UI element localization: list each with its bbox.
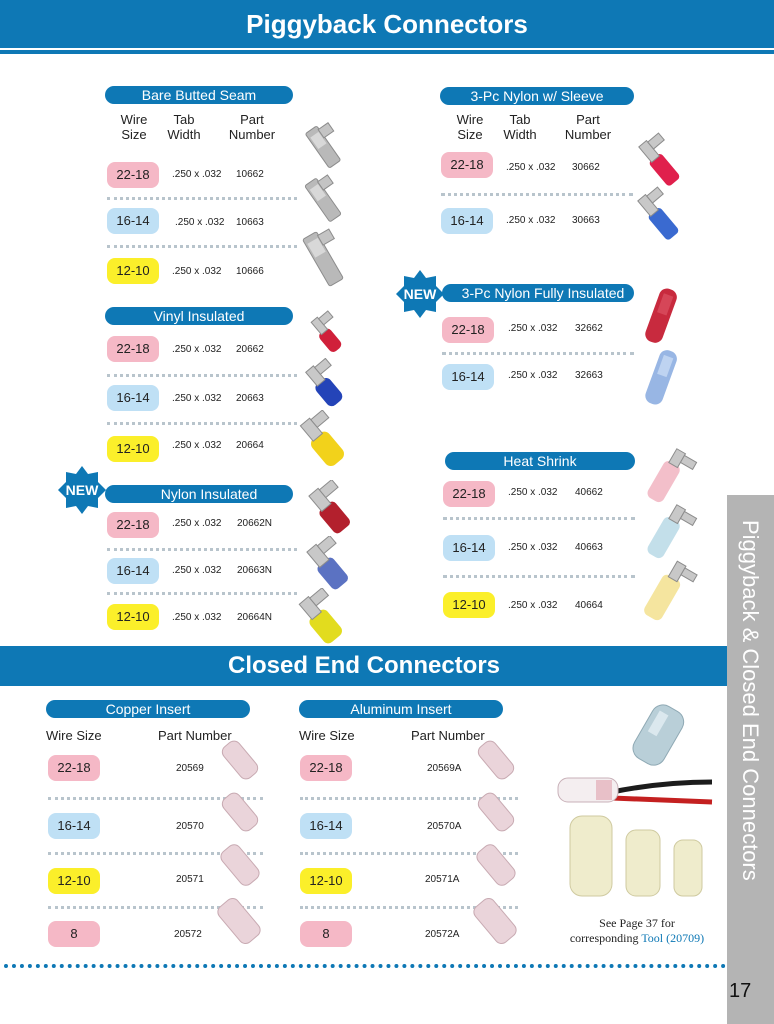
sleeve-row-2-tab: .250 x .032	[506, 215, 556, 226]
copper-row-3-size: 12-10	[48, 868, 100, 894]
fully-row-1-tab: .250 x .032	[508, 323, 558, 334]
divider	[443, 575, 635, 578]
aluminum-row-2-size: 16-14	[300, 813, 352, 839]
wire-size-header: Wire Size	[299, 728, 355, 743]
vinyl-insulated-header: Vinyl Insulated	[105, 307, 293, 325]
copper-row-1-size: 22-18	[48, 755, 100, 781]
bare-row-1-part: 10662	[236, 169, 264, 180]
page-number: 17	[729, 980, 752, 1002]
vinyl-row-1-tab: .250 x .032	[172, 344, 222, 355]
part-number-header: Part Number	[228, 112, 276, 142]
tool-note-line-1: See Page 37 for	[599, 916, 675, 930]
side-tab-label: Piggyback & Closed End Connectors	[738, 520, 763, 881]
nylon-row-3-tab: .250 x .032	[172, 612, 222, 623]
divider	[107, 548, 297, 551]
closed-end-product-photo	[552, 696, 722, 906]
copper-row-1-part: 20569	[176, 763, 204, 774]
tab-width-header: Tab Width	[167, 112, 201, 142]
divider	[443, 517, 635, 520]
part-number-header: Part Number	[158, 728, 232, 743]
part-number-header: Part Number	[564, 112, 612, 142]
sleeve-red-connector-image	[632, 132, 690, 190]
copper-row-4-size: 8	[48, 921, 100, 947]
nylon-row-3-part: 20664N	[237, 612, 273, 623]
tool-note-text: corresponding	[569, 931, 639, 945]
nylon-row-2-size: 16-14	[107, 558, 159, 584]
nylon-blue-connector-image	[298, 536, 362, 592]
bare-row-2-size: 16-14	[107, 208, 159, 234]
aluminum-insert-header: Aluminum Insert	[299, 700, 503, 718]
copper-row-3-part: 20571	[176, 874, 204, 885]
nylon-row-1-size: 22-18	[107, 512, 159, 538]
sleeve-row-1-tab: .250 x .032	[506, 162, 556, 173]
fully-row-2-part: 32663	[575, 370, 603, 381]
fully-row-1-part: 32662	[575, 323, 603, 334]
bare-row-3-tab: .250 x .032	[172, 266, 222, 277]
vinyl-row-2-tab: .250 x .032	[172, 393, 222, 404]
aluminum-row-3-size: 12-10	[300, 868, 352, 894]
bare-connector-image	[300, 122, 346, 172]
heat-row-3-part: 40664	[575, 600, 603, 611]
divider	[107, 245, 297, 248]
new-badge-label: NEW	[65, 482, 99, 498]
bare-row-3-size: 12-10	[107, 258, 159, 284]
copper-insert-header: Copper Insert	[46, 700, 250, 718]
nylon-red-connector-image	[300, 480, 364, 536]
copper-closed-end-image	[214, 734, 266, 786]
heat-row-3-tab: .250 x .032	[508, 600, 558, 611]
part-number-header: Part Number	[411, 728, 485, 743]
nylon-row-3-size: 12-10	[107, 604, 159, 630]
nylon-row-2-part: 20663N	[237, 565, 273, 576]
divider	[107, 592, 297, 595]
aluminum-row-4-size: 8	[300, 921, 352, 947]
aluminum-closed-end-image	[468, 838, 524, 892]
bare-row-2-tab: .250 x .032	[175, 217, 225, 228]
aluminum-row-2-part: 20570A	[427, 821, 462, 832]
heat-row-2-size: 16-14	[443, 535, 495, 561]
closed-end-title: Closed End Connectors	[0, 646, 728, 686]
heat-row-2-part: 40663	[575, 542, 603, 553]
vinyl-row-3-tab: .250 x .032	[172, 440, 222, 451]
nylon-insulated-header: Nylon Insulated	[105, 485, 293, 503]
bare-row-3-part: 10666	[236, 266, 264, 277]
new-badge-label: NEW	[403, 286, 437, 302]
vinyl-row-1-part: 20662	[236, 344, 264, 355]
tool-note-line-2	[552, 931, 722, 946]
footer-dotted-rule	[4, 964, 726, 968]
page-title: Piggyback Connectors	[0, 0, 774, 48]
heat-pink-connector-image	[638, 444, 698, 508]
divider	[442, 352, 634, 355]
copper-closed-end-image	[212, 838, 268, 892]
wire-size-header: Wire Size	[120, 112, 148, 142]
copper-row-4-part: 20572	[174, 929, 202, 940]
heat-yellow-connector-image	[636, 556, 698, 626]
tool-note	[552, 916, 722, 946]
sleeve-row-2-size: 16-14	[441, 208, 493, 234]
fully-row-2-size: 16-14	[442, 364, 494, 390]
vinyl-yellow-connector-image	[294, 410, 354, 470]
divider	[107, 374, 297, 377]
vinyl-red-connector-image	[304, 310, 352, 356]
title-underline	[0, 50, 774, 54]
sleeve-row-1-size: 22-18	[441, 152, 493, 178]
nylon-row-1-tab: .250 x .032	[172, 518, 222, 529]
tool-link[interactable]: Tool (20709)	[641, 931, 705, 945]
heat-row-2-tab: .250 x .032	[508, 542, 558, 553]
divider	[107, 422, 297, 425]
nylon-yellow-connector-image	[290, 588, 356, 646]
copper-row-2-part: 20570	[176, 821, 204, 832]
fully-row-1-size: 22-18	[442, 317, 494, 343]
nylon-row-2-tab: .250 x .032	[172, 565, 222, 576]
bare-row-2-part: 10663	[236, 217, 264, 228]
aluminum-row-1-part: 20569A	[427, 763, 462, 774]
fully-row-2-tab: .250 x .032	[508, 370, 558, 381]
vinyl-blue-connector-image	[298, 358, 354, 410]
aluminum-closed-end-image	[466, 892, 524, 950]
heat-row-3-size: 12-10	[443, 592, 495, 618]
divider	[107, 197, 297, 200]
heat-row-1-part: 40662	[575, 487, 603, 498]
bare-connector-image	[298, 228, 348, 290]
fully-blue-connector-image	[636, 346, 690, 410]
heat-blue-connector-image	[638, 500, 698, 564]
vinyl-row-1-size: 22-18	[107, 336, 159, 362]
vinyl-row-2-part: 20663	[236, 393, 264, 404]
wire-size-header: Wire Size	[46, 728, 102, 743]
aluminum-closed-end-image	[470, 734, 522, 786]
tab-width-header: Tab Width	[503, 112, 537, 142]
aluminum-row-3-part: 20571A	[425, 874, 460, 885]
bare-butted-seam-header: Bare Butted Seam	[105, 86, 293, 104]
copper-row-2-size: 16-14	[48, 813, 100, 839]
aluminum-row-1-size: 22-18	[300, 755, 352, 781]
heat-row-1-size: 22-18	[443, 481, 495, 507]
fully-red-connector-image	[636, 284, 688, 348]
sleeve-blue-connector-image	[630, 186, 690, 244]
copper-closed-end-image	[214, 786, 266, 838]
heat-row-1-tab: .250 x .032	[508, 487, 558, 498]
vinyl-row-3-size: 12-10	[107, 436, 159, 462]
nylon-row-1-part: 20662N	[237, 518, 273, 529]
sleeve-header: 3-Pc Nylon w/ Sleeve	[440, 87, 634, 105]
divider	[441, 193, 633, 196]
vinyl-row-3-part: 20664	[236, 440, 264, 451]
vinyl-row-2-size: 16-14	[107, 385, 159, 411]
heat-shrink-header: Heat Shrink	[445, 452, 635, 470]
wire-size-header: Wire Size	[456, 112, 484, 142]
aluminum-row-4-part: 20572A	[425, 929, 460, 940]
bare-row-1-size: 22-18	[107, 162, 159, 188]
copper-closed-end-image	[210, 892, 268, 950]
fully-insulated-header: 3-Pc Nylon Fully Insulated	[442, 284, 634, 302]
bare-row-1-tab: .250 x .032	[172, 169, 222, 180]
bare-connector-image	[300, 174, 346, 226]
aluminum-closed-end-image	[470, 786, 522, 838]
sleeve-row-1-part: 30662	[572, 162, 600, 173]
sleeve-row-2-part: 30663	[572, 215, 600, 226]
